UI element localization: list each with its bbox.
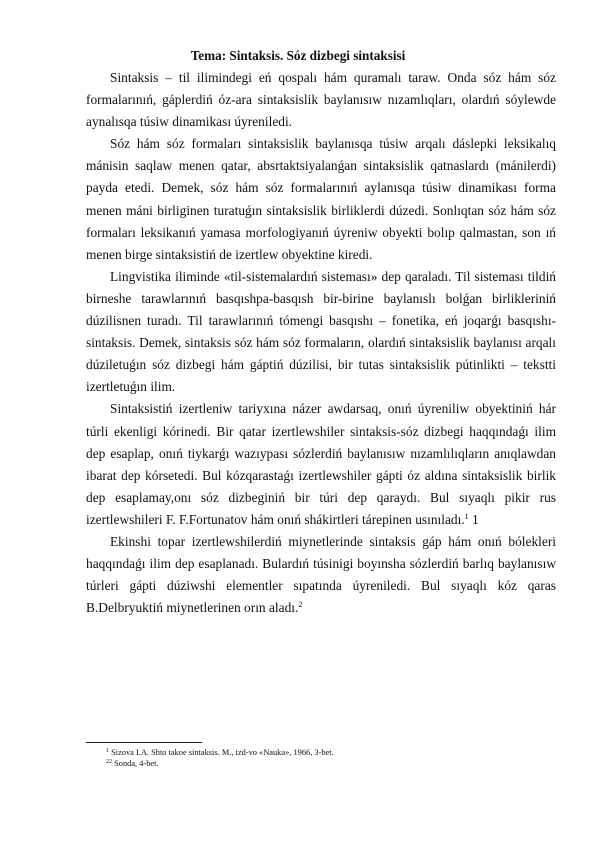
document-title: Tema: Sintaksis. Sóz dizbegi sintaksisi: [190, 48, 406, 63]
footnote-text-1: Sizova I.A. Shto takoe sintaksis. M., izd-vo «Nauka», 1966, 3-bet.: [109, 748, 334, 757]
paragraph-5: [86, 531, 556, 619]
footnote-mark-1: 1: [106, 748, 109, 754]
footnote-1: [106, 748, 546, 759]
paragraph-3-text: Lingvistika iliminde «til-sistemalardıń sisteması» dep qaraladı. Til sisteması tildiń birneshe tarawlarınıń basqıshpa-basqısh bir-birine baylanıslı bolǵan birlikleriniń dúzilisnen turadı. Til tarawlarınıń tómengi basqıshı – fonetika, eń joqarǵı basqıshı-sintaksis. Demek, sintaksis sóz hám sóz formaların, olardıń sintaksislik baylanısı arqalı dúziletuǵın sóz dizbegi hám gáptiń dúzilisi, bir tutas sintaksislik pútinlikti – tekstti izertletuǵın ilim.: [86, 268, 556, 395]
footnote-separator: [86, 742, 202, 743]
paragraph-3: [86, 266, 556, 399]
footnote-text-2: Sonda, 4-bet.: [112, 758, 159, 768]
paragraph-2-text: Sóz hám sóz formaları sintaksislik baylanısqa túsiw arqalı dáslepki leksikalıq mánisin saqlaw menen qatar, absrtaktsiyalanǵan sintaksislik qatnaslardı (mánilerdi) payda etedi. Demek, sóz hám sóz formalarınıń aylanısqa túsiw dinamikası forma menen máni birliginen turatuǵın sintaksislik birliklerdi dúzedi. Sonlıqtan sóz hám sóz formaları leksikanıń yamasa morfologiyanıń úyreniw obyekti bolıp qalmastan, son ıń menen birge sintaksistiń de izertlew obyektine kiredi.: [86, 136, 556, 262]
paragraph-4-text: Sintaksistiń izertleniw tariyxına názer awdarsaq, onıń úyreniliw obyektiniń hár túrli ekenligi kórinedi. Bir qatar izertlewshiler sintaksis-sóz dizbegi haqqındaǵı ilim dep esaplap, onıń tiykarǵı wazıypası sózlerdiń baylanısıw nızamlılıqların anıqlawdan ibarat dep kórsetedi. Bul kózqarastaǵı izertlewshiler gápti óz aldına sintaksislik birlik dep esaplamay,onı sóz dizbeginiń bir túri dep qaraydı. Bul sıyaqlı pikir rus izertlewshileri F. F.Fortunatov hám onıń shákirtleri tárepinen usınıladı.: [86, 401, 556, 527]
footnote-mark-2: 22: [106, 758, 112, 765]
footnote-reference-2[interactable]: 2: [298, 600, 303, 610]
paragraph-4: [86, 398, 556, 531]
paragraph-1-text: Sintaksis – til ilimindegi eń qospalı hám quramalı taraw. Onda sóz hám sóz formalarınıń, gáplerdiń óz-ara sintaksislik baylanısıw nızamlıqları, olardıń sóylewde aynalısqa túsiw dinamikası úyreniledi.: [86, 70, 556, 130]
paragraph-5-text: Ekinshi topar izertlewshilerdiń miynetlerinde sintaksis gáp hám onıń bólekleri haqqındaǵı ilim dep esaplanadı. Bulardıń túsinigi boyınsha sózlerdiń barlıq baylanısıw túrleri gápti dúziwshi elementler sıpatında úyreniledi. Bul sıyaqlı kóz qaras B.Delbryuktiń miynetlerinen orın aladı.: [86, 533, 556, 616]
paragraph-2: [86, 133, 556, 266]
footnote-reference-1[interactable]: 1: [464, 511, 469, 521]
footnotes: [106, 748, 546, 769]
footnote-2: [106, 759, 546, 770]
document-body: [86, 67, 556, 619]
paragraph-4-trailing: 1: [468, 511, 479, 527]
paragraph-1: [86, 67, 556, 133]
